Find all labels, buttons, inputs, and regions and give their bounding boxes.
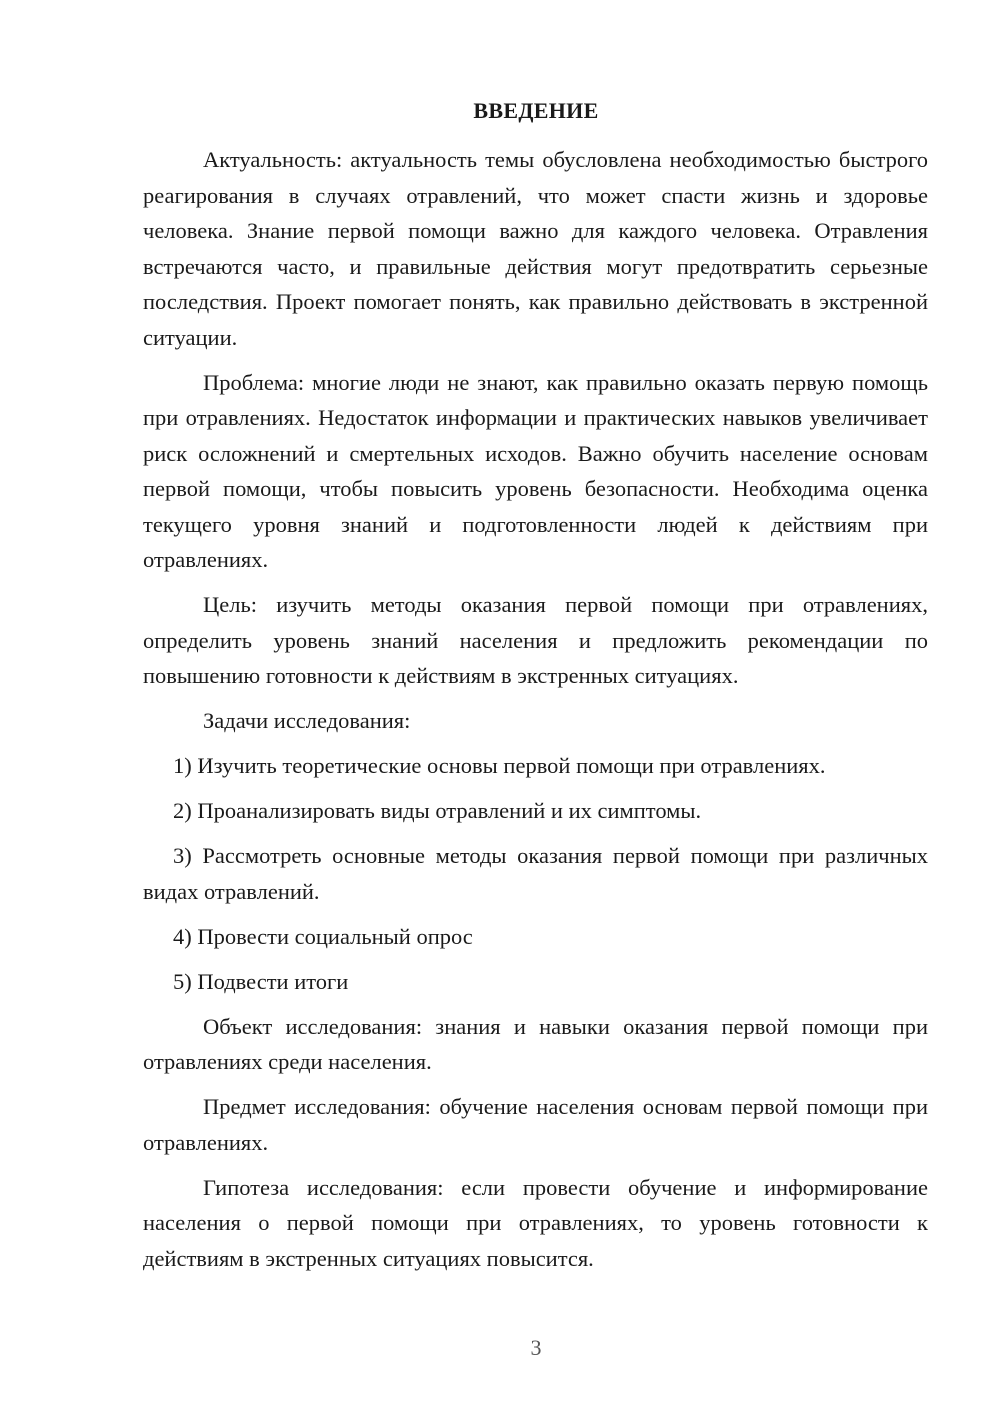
paragraph-goal: Цель: изучить методы оказания первой помощи при отравлениях, определить уровень знаний населения и предложить рекомендации по повышению готовности к действиям в экстренных ситуациях. <box>143 592 928 688</box>
page-title: ВВЕДЕНИЕ <box>473 98 599 123</box>
task-item-2: 2) Проанализировать виды отравлений и их симптомы. <box>173 798 702 823</box>
task-item-5: 5) Подвести итоги <box>173 968 349 994</box>
page-number: 3 <box>530 1335 542 1360</box>
paragraph-hypothesis: Гипотеза исследования: если провести обучение и информирование населения о первой помощи при отравлениях, то уровень готовности к действиям в экстренных ситуациях повысится. <box>143 1174 928 1271</box>
paragraph-relevance: Актуальность: актуальность темы обусловлена необходимостью быстрого реагирования в случаях отравлений, что может спасти жизнь и здоровье человека. Знание первой помощи важно для каждого человека. Отравления встречаются часто, и правильные действия могут предотвратить серьезные последствия. Проект помогает понять, как правильно действовать в экстренной ситуации. <box>143 147 928 350</box>
paragraph-object: Объект исследования: знания и навыки оказания первой помощи при отравлениях среди населения. <box>143 1013 928 1074</box>
task-item-1: 1) Изучить теоретические основы первой помощи при отравлениях. <box>173 753 826 778</box>
document-body <box>143 142 928 1286</box>
tasks-heading: Задачи исследования: <box>203 708 411 733</box>
task-item-3: 3) Рассмотреть основные методы оказания первой помощи при различных видах отравлений. <box>143 843 928 904</box>
task-item-4: 4) Провести социальный опрос <box>173 923 473 949</box>
paragraph-subject: Предмет исследования: обучение населения основам первой помощи при отравлениях. <box>143 1094 928 1155</box>
paragraph-problem: Проблема: многие люди не знают, как правильно оказать первую помощь при отравлениях. Недостаток информации и практических навыков увеличивает риск осложнений и смертельных исходов. Важно обучить население основам первой помощи, чтобы повысить уровень безопасности. Необходима оценка текущего уровня знаний и подготовленности людей к действиям при отравлениях. <box>143 369 928 572</box>
